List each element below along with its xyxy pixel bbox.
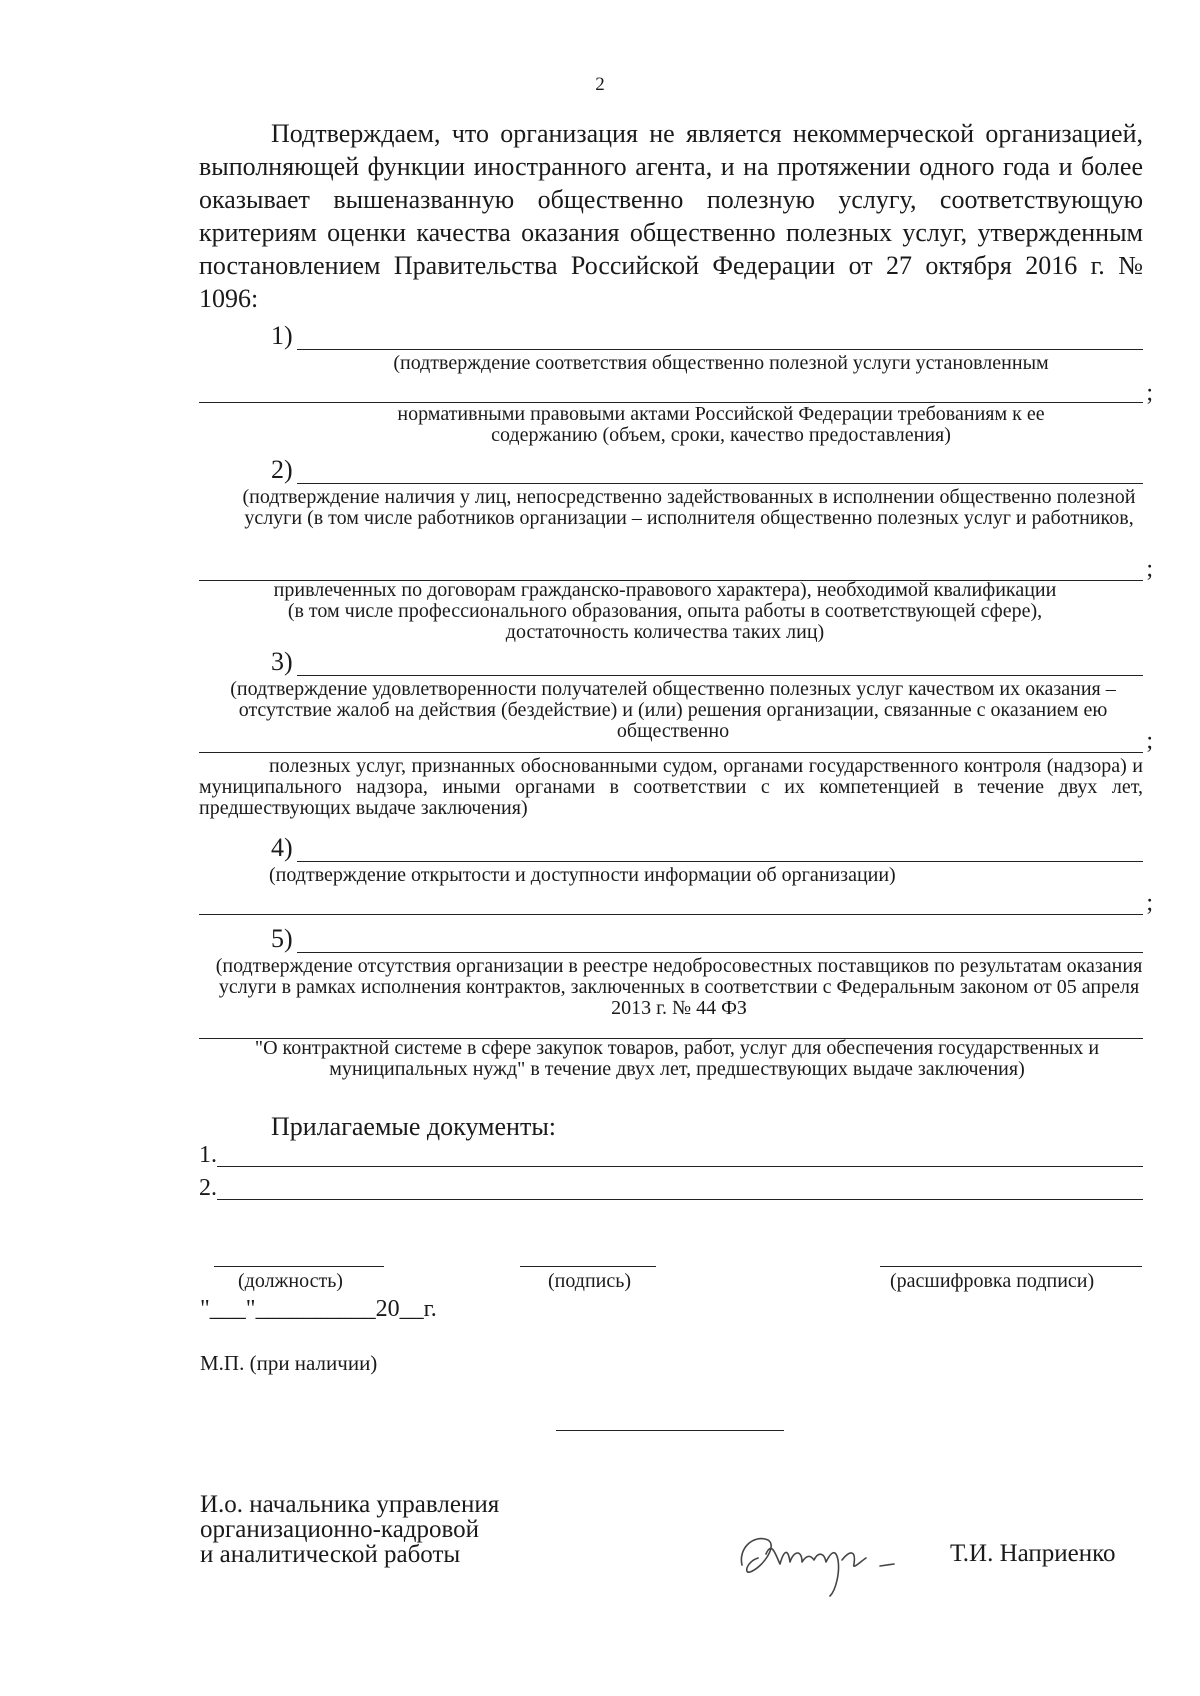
signature-line	[520, 1266, 656, 1267]
item-fill-line	[199, 914, 1143, 915]
stamp-place: М.П. (при наличии)	[200, 1351, 378, 1375]
date-line: "___"__________20__г.	[200, 1296, 437, 1322]
item-fill-line	[297, 861, 1143, 862]
item-note: нормативными правовыми актами Российской Федерации требованиям к ее содержанию (объем, сроки, качество предоставления)	[397, 403, 1045, 446]
signatory-title-line: организационно-кадровой	[200, 1516, 480, 1543]
item-semicolon: ;	[1146, 890, 1153, 916]
attached-document-fill-line	[217, 1166, 1143, 1167]
item-note: (подтверждение соответствия общественно полезной услуги установленным	[393, 352, 1049, 374]
item-semicolon: ;	[1146, 728, 1153, 754]
attached-documents-title: Прилагаемые документы:	[271, 1112, 557, 1141]
item-note: "О контрактной системе в сфере закупок товаров, работ, услуг для обеспечения государственных и муниципальных нужд" в течение двух лет, предшествующих выдаче заключения)	[254, 1037, 1100, 1080]
item-number: 2)	[271, 455, 293, 484]
item-fill-line	[199, 752, 1143, 753]
signatory-title-line: И.о. начальника управления	[200, 1491, 500, 1518]
item-note: (подтверждение наличия у лиц, непосредственно задействованных в исполнении общественно полезной услуги (в том числе работников организации – исполнителя общественно полезных услуг и работников,	[242, 486, 1136, 529]
decoding-line	[880, 1266, 1142, 1267]
signatory-name: Т.И. Наприенко	[950, 1540, 1116, 1567]
item-2	[199, 455, 1153, 646]
decoding-label: (расшифровка подписи)	[890, 1270, 1095, 1292]
item-number: 1)	[271, 321, 293, 350]
item-fill-line	[297, 952, 1143, 953]
item-number: 3)	[271, 647, 293, 676]
attached-document-line	[199, 1175, 1143, 1205]
attached-document-number: 2.	[199, 1175, 217, 1201]
position-label: (должность)	[238, 1270, 343, 1292]
intro-paragraph: Подтверждаем, что организация не является некоммерческой организацией, выполняющей функции иностранного агента, и на протяжении одного года и более оказывает вышеназванную общественно полезную услугу, соответствующую критериям оценки качества оказания общественно полезных услуг, утвержденным постановлением Правительства Российской Федерации от 27 октября 2016 г. № 1096:	[199, 119, 1143, 313]
item-semicolon: ;	[1146, 556, 1153, 582]
handwritten-signature	[732, 1510, 922, 1600]
attached-document-number: 1.	[199, 1142, 217, 1168]
item-3	[199, 647, 1153, 834]
item-note: полезных услуг, признанных обоснованными судом, органами государственного контроля (надзора) и муниципального надзора, иными органами в соответствии с их компетенцией в течение двух лет, предшествующих выдаче заключения)	[199, 755, 1143, 819]
item-1	[199, 321, 1153, 450]
item-4	[199, 833, 1153, 924]
item-number: 5)	[271, 924, 293, 953]
attached-document-fill-line	[217, 1199, 1143, 1200]
item-fill-line	[297, 675, 1143, 676]
item-note: привлеченных по договорам гражданско-правового характера), необходимой квалификации (в том числе профессионального образования, опыта работы в соответствующей сфере), достаточность количества таких лиц)	[273, 579, 1057, 643]
attached-document-line	[199, 1142, 1143, 1172]
signatory-title	[200, 1492, 499, 1567]
page-number: 2	[595, 74, 605, 95]
item-note: (подтверждение открытости и доступности информации об организации)	[269, 864, 896, 886]
divider-line	[556, 1430, 784, 1431]
position-line	[214, 1266, 384, 1267]
signatory-title-line: и аналитической работы	[200, 1541, 461, 1568]
item-note: (подтверждение отсутствия организации в реестре недобросовестных поставщиков по результатам оказания услуги в рамках исполнения контрактов, заключенных в соответствии с Федеральным законом от 05 апреля 2013 г. № 44 ФЗ	[215, 955, 1143, 1019]
item-fill-line	[297, 349, 1143, 350]
item-number: 4)	[271, 833, 293, 862]
item-fill-line	[297, 483, 1143, 484]
item-note: (подтверждение удовлетворенности получателей общественно полезных услуг качеством их оказания – отсутствие жалоб на действия (бездействие) и (или) решения организации, связанные с оказанием ею общественно	[230, 678, 1116, 742]
item-5	[199, 925, 1143, 1105]
signature-label: (подпись)	[548, 1270, 632, 1292]
item-semicolon: ;	[1146, 380, 1153, 406]
